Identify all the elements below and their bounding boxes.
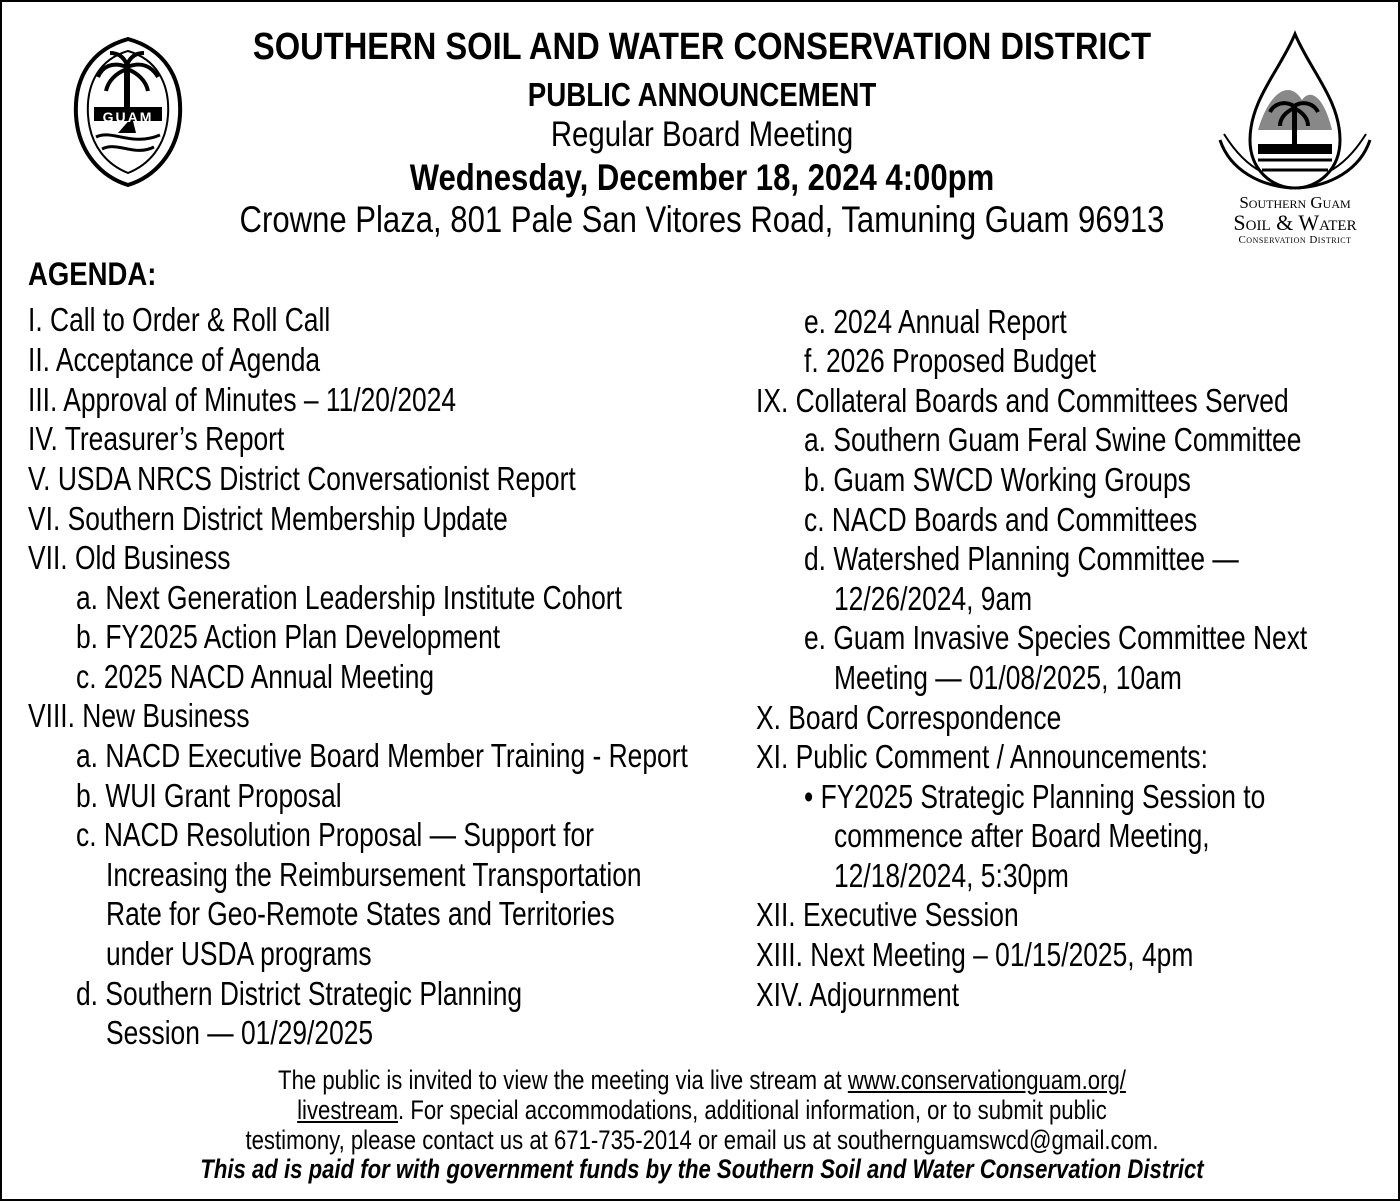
agenda-item-7: VII. Old Business — [28, 539, 231, 576]
seal-center-text: GUAM — [102, 109, 154, 125]
agenda-item-3: III. Approval of Minutes – 11/20/2024 — [28, 381, 457, 418]
agenda-item-13: XIII. Next Meeting – 01/15/2025, 4pm — [756, 936, 1194, 973]
agenda-subitem: c. NACD Resolution Proposal — Support for — [76, 816, 594, 853]
footer-line-2 — [128, 1095, 1276, 1126]
agenda-subitem: a. Southern Guam Feral Swine Committee — [804, 421, 1302, 458]
agenda-subitem-cont: Session — 01/29/2025 — [106, 1014, 374, 1051]
agenda-item-4: IV. Treasurer’s Report — [28, 420, 285, 457]
org-title: SOUTHERN SOIL AND WATER CONSERVATION DISTRICT — [252, 26, 1152, 68]
agenda-subitem-cont: Meeting — 01/08/2025, 10am — [834, 659, 1182, 696]
agenda-bullet: • FY2025 Strategic Planning Session to — [804, 778, 1266, 815]
agenda-subitem-cont: 12/26/2024, 9am — [834, 580, 1033, 617]
agenda-subitem: a. Next Generation Leadership Institute Cohort — [76, 579, 622, 616]
logo-text-line1: Southern Guam — [1239, 193, 1351, 212]
agenda-item-1: I. Call to Order & Roll Call — [28, 301, 331, 338]
livestream-link-cont[interactable]: livestream — [297, 1095, 399, 1125]
meeting-location: Crowne Plaza, 801 Pale San Vitores Road, Tamuning Guam 96913 — [239, 199, 1165, 240]
agenda-bullet-cont: 12/18/2024, 5:30pm — [834, 857, 1069, 894]
agenda-item-10: X. Board Correspondence — [756, 699, 1062, 736]
footer-line-3: testimony, please contact us at 671-735-2014 or email us at southernguamswcd@gmail.com. — [245, 1125, 1159, 1155]
agenda-subitem: a. NACD Executive Board Member Training - Report — [76, 737, 688, 774]
agenda-subitem: c. NACD Boards and Committees — [804, 501, 1198, 538]
agenda-item-9: IX. Collateral Boards and Committees Served — [756, 382, 1289, 419]
agenda-subitem-cont: Rate for Geo-Remote States and Territories — [106, 895, 615, 932]
footer-text: The public is invited to view the meeting via live stream at — [278, 1065, 848, 1095]
agenda-item-8: VIII. New Business — [28, 697, 250, 734]
agenda-item-11: XI. Public Comment / Announcements: — [756, 738, 1208, 775]
agenda-item-6: VI. Southern District Membership Update — [28, 500, 508, 537]
agenda-bullet-cont: commence after Board Meeting, — [834, 817, 1210, 854]
footer-line-1 — [128, 1065, 1276, 1096]
agenda-subitem: b. WUI Grant Proposal — [76, 777, 342, 814]
agenda-item-12: XII. Executive Session — [756, 896, 1019, 933]
announcement-type: PUBLIC ANNOUNCEMENT — [527, 76, 877, 113]
footer-text: . For special accommodations, additional information, or to submit public — [398, 1095, 1107, 1125]
agenda-subitem: d. Southern District Strategic Planning — [76, 975, 523, 1012]
agenda-heading: AGENDA: — [28, 256, 157, 292]
agenda-subitem: b. Guam SWCD Working Groups — [804, 461, 1191, 498]
agenda-subitem-cont: under USDA programs — [106, 935, 372, 972]
agenda-subitem: b. FY2025 Action Plan Development — [76, 618, 501, 655]
meeting-datetime: Wednesday, December 18, 2024 4:00pm — [409, 157, 995, 198]
agenda-subitem: e. Guam Invasive Species Committee Next — [804, 619, 1308, 656]
agenda-subitem-cont: Increasing the Reimbursement Transportation — [106, 856, 642, 893]
agenda-subitem: e. 2024 Annual Report — [804, 303, 1067, 340]
footer-disclaimer: This ad is paid for with government funds by the Southern Soil and Water Conservation District — [200, 1154, 1204, 1184]
agenda-item-2: II. Acceptance of Agenda — [28, 341, 321, 378]
meeting-type: Regular Board Meeting — [550, 115, 854, 154]
logo-text-line3: Conservation District — [1238, 234, 1352, 246]
agenda-item-14: XIV. Adjournment — [756, 976, 960, 1013]
agenda-subitem: c. 2025 NACD Annual Meeting — [76, 658, 435, 695]
swcd-logo-icon — [1210, 30, 1380, 190]
agenda-subitem: f. 2026 Proposed Budget — [804, 342, 1097, 379]
agenda-subitem: d. Watershed Planning Committee — — [804, 540, 1239, 577]
livestream-link[interactable]: www.conservationguam.org/ — [847, 1065, 1126, 1095]
agenda-item-5: V. USDA NRCS District Conversationist Report — [28, 460, 576, 497]
logo-text-line2: Soil & Water — [1233, 210, 1357, 235]
